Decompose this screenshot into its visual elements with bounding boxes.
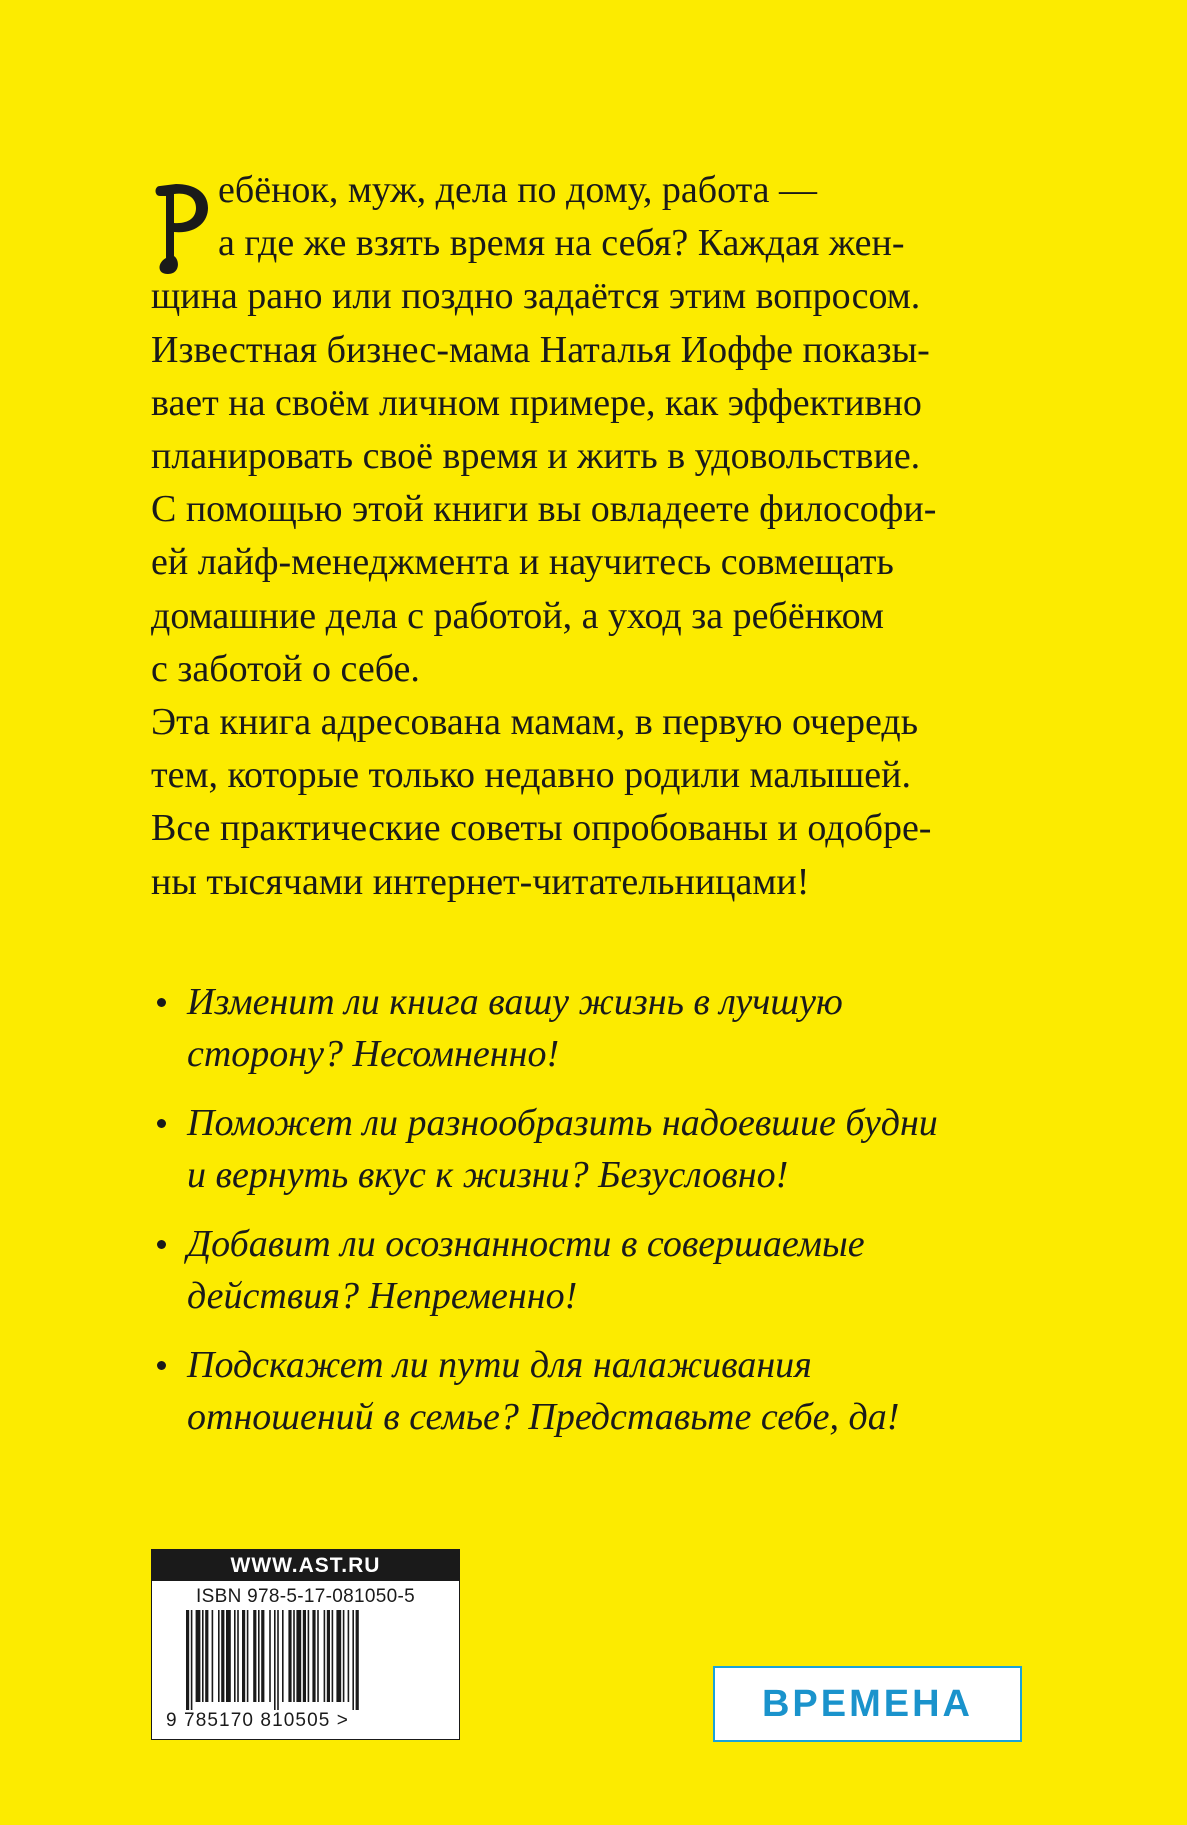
bullet-line: Поможет ли разнообразить надоевшие будни	[187, 1102, 938, 1144]
isbn-number: ISBN 978-5-17-081050-5	[196, 1586, 415, 1607]
description-text	[151, 164, 1031, 909]
bullet-dot-icon	[157, 1119, 166, 1128]
bullet-dot-icon	[157, 998, 166, 1007]
bullet-line: сторону? Несомненно!	[187, 1033, 560, 1075]
bullet-line: отношений в семье? Представьте себе, да!	[187, 1396, 900, 1438]
description-line: ебёнок, муж, дела по дому, работа —	[218, 169, 818, 211]
description-line: Известная бизнес-мама Наталья Иоффе показы-	[151, 328, 930, 371]
description-line: домашние дела с работой, а уход за ребёнком	[151, 594, 884, 637]
barcode-icon	[186, 1610, 426, 1710]
bullet-item	[151, 1218, 1051, 1322]
description-line: С помощью этой книги вы овладеете философи-	[151, 488, 937, 531]
publisher-logo	[713, 1666, 1022, 1742]
description-line: ей лайф-менеджмента и научитесь совмещать	[151, 541, 894, 584]
publisher-name: ВРЕМЕНА	[761, 1682, 974, 1725]
description-line: Все практические советы опробованы и одобре-	[151, 807, 932, 850]
description-line: вает на своём личном примере, как эффективно	[151, 381, 922, 424]
bullet-dot-icon	[157, 1240, 166, 1249]
description-line: ны тысячами интернет-читательницами!	[151, 860, 810, 903]
bullet-line: действия? Непременно!	[187, 1275, 578, 1317]
bullet-line: Изменит ли книга вашу жизнь в лучшую	[187, 981, 843, 1023]
barcode-label	[151, 1549, 460, 1740]
bullet-line: Подскажет ли пути для налаживания	[187, 1344, 812, 1386]
description-line: тем, которые только недавно родили малышей.	[151, 754, 911, 797]
description-line: с заботой о себе.	[151, 647, 420, 690]
bullet-item	[151, 1339, 1051, 1443]
bullet-item	[151, 1097, 1051, 1201]
barcode-digits: 9 785170 810505 >	[166, 1710, 350, 1731]
bullet-list	[151, 976, 1051, 1460]
description-line: Эта книга адресована мамам, в первую очередь	[151, 701, 919, 744]
bullet-dot-icon	[157, 1361, 166, 1370]
bullet-line: и вернуть вкус к жизни? Безусловно!	[187, 1154, 789, 1196]
description-line: щина рано или поздно задаётся этим вопросом.	[151, 275, 921, 318]
bullet-item	[151, 976, 1051, 1080]
website-url: WWW.AST.RU	[152, 1550, 459, 1581]
description-line: а где же взять время на себя? Каждая жен-	[218, 222, 905, 265]
bullet-line: Добавит ли осознанности в совершаемые	[187, 1223, 865, 1265]
description-line: планировать своё время и жить в удовольствие.	[151, 435, 921, 478]
